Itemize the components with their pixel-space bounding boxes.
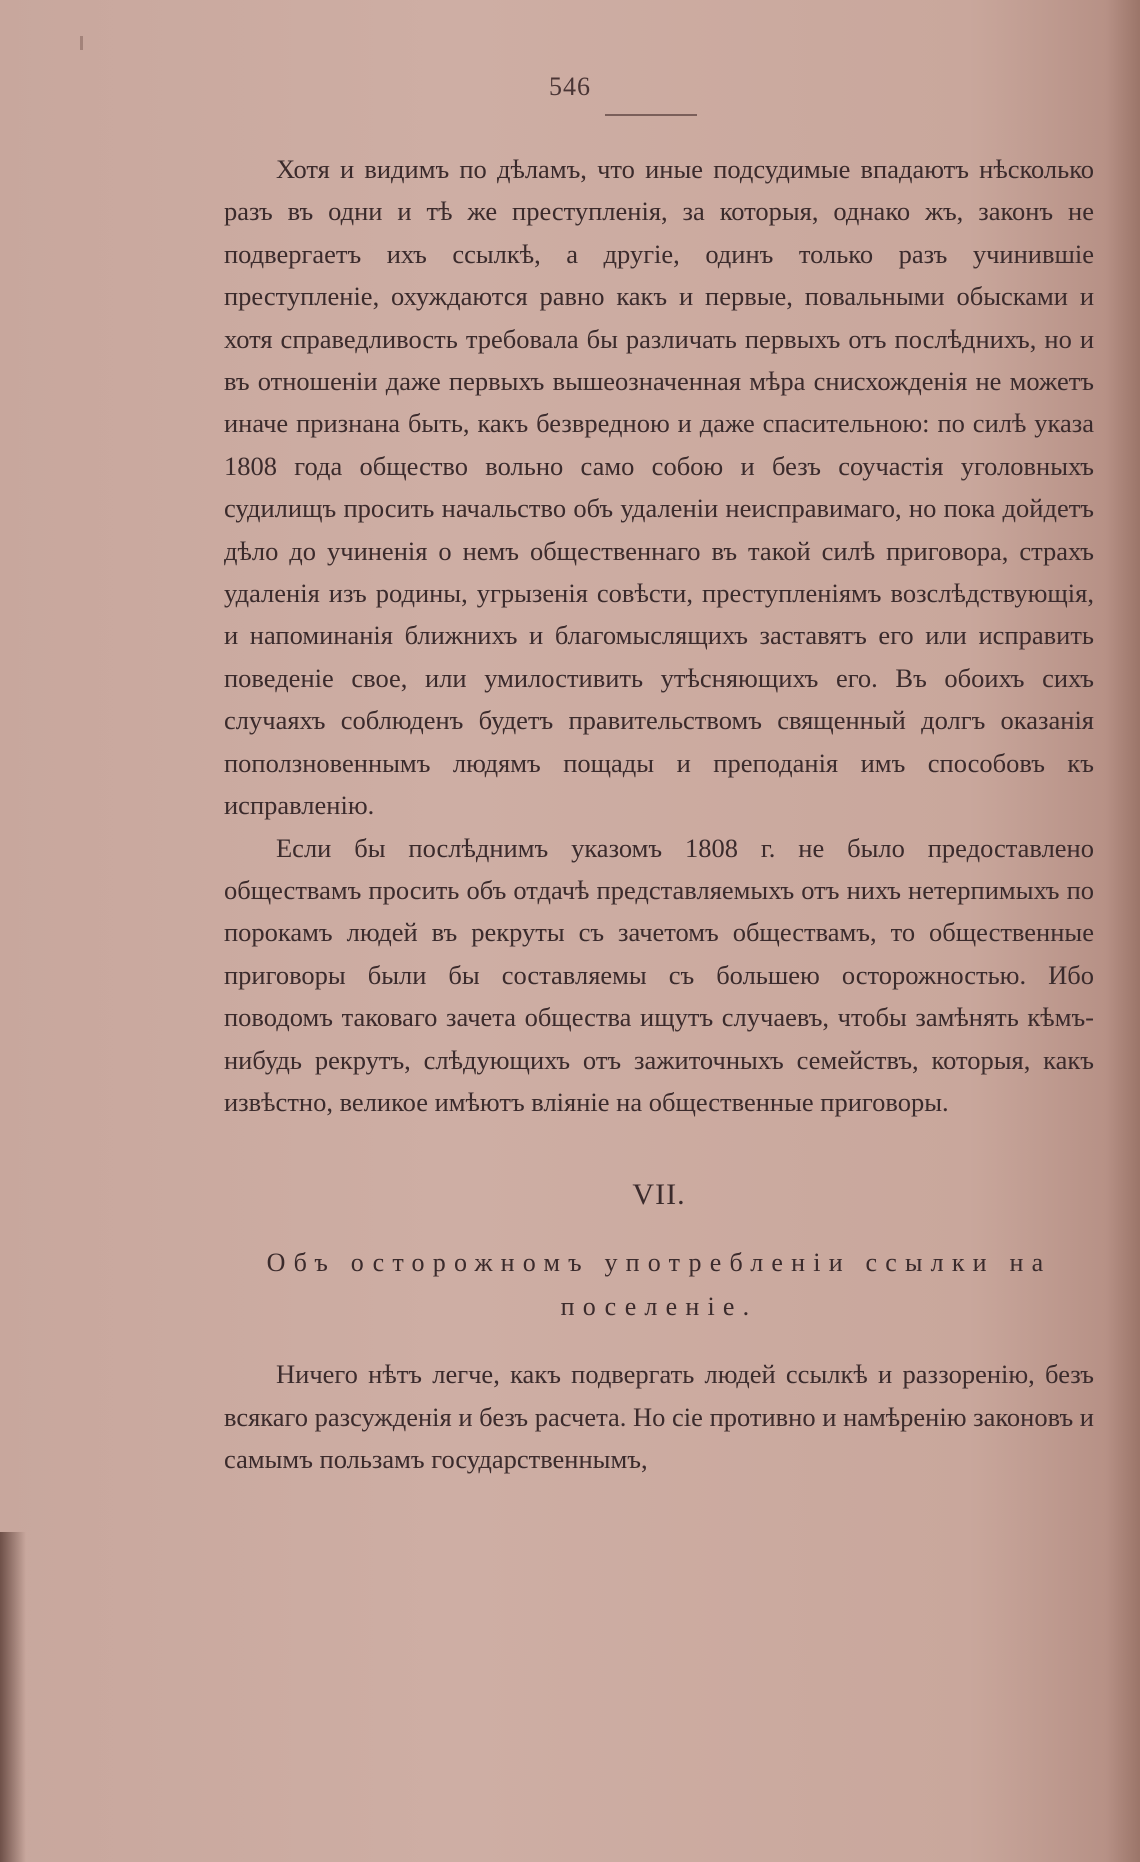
page-number-underline (605, 114, 697, 116)
paragraph-2: Если бы послѣднимъ указомъ 1808 г. не было предоставлено обществамъ просить объ отдачѣ представляемыхъ отъ нихъ нетерпимыхъ по порокамъ людей въ рекруты съ зачетомъ обществамъ, то общественные приговоры были бы составляемы съ большею осторожностью. Ибо поводомъ таковаго зачета общества ищутъ случаевъ, чтобы замѣнять кѣмъ-нибудь рекрутъ, слѣдующихъ отъ зажиточныхъ семействъ, которыя, какъ извѣстно, великое имѣютъ вліяніе на общественные приговоры. (224, 832, 1094, 1117)
margin-mark (80, 36, 83, 50)
section-title (224, 1241, 1094, 1329)
paragraph-1: Хотя и видимъ по дѣламъ, что иные подсудимые впадаютъ нѣсколько разъ въ одни и тѣ же преступленія, за которыя, однако жъ, законъ не подвергаетъ ихъ ссылкѣ, а другіе, одинъ только разъ учинившіе преступленіе, охуждаются равно какъ и первые, повальными обысками и хотя справедливость требовала бы различать первыхъ отъ послѣднихъ, но и въ отношеніи даже первыхъ вышеозначенная мѣра снисхожденія не можетъ иначе признана быть, какъ безвредною и даже спасительною: по силѣ указа 1808 года общество вольно само собою и безъ соучастія уголовныхъ судилищъ просить начальство объ удаленіи неисправимаго, но пока дойдетъ дѣло до учиненія о немъ общественнаго въ такой силѣ приговора, страхъ удаленія изъ родины, угрызенія совѣсти, преступленіямъ возслѣдствующія, и напоминанія ближнихъ и благомыслящихъ заставятъ его или исправить поведеніе свое, или умилостивить утѣсняющихъ его. Въ обоихъ сихъ случаяхъ соблюденъ будетъ правительствомъ священный долгъ оказанія поползновеннымъ людямъ пощады и преподанія имъ способовъ къ исправленію. (224, 154, 1094, 821)
page-edge-shadow (0, 1532, 26, 1862)
section-number: VII. (632, 1178, 686, 1212)
section-title-line-2: поселеніе. (560, 1292, 758, 1322)
page-number: 546 (549, 72, 591, 101)
main-text (224, 148, 1094, 1481)
section-title-line-1: Объ осторожномъ употребленіи ссылки на (266, 1248, 1052, 1278)
paragraph-3: Ничего нѣтъ легче, какъ подвергать людей ссылкѣ и раззоренію, безъ всякаго разсужденія и безъ расчета. Но сіе противно и намѣренію законовъ и самымъ пользамъ государственнымъ, (224, 1359, 1094, 1475)
